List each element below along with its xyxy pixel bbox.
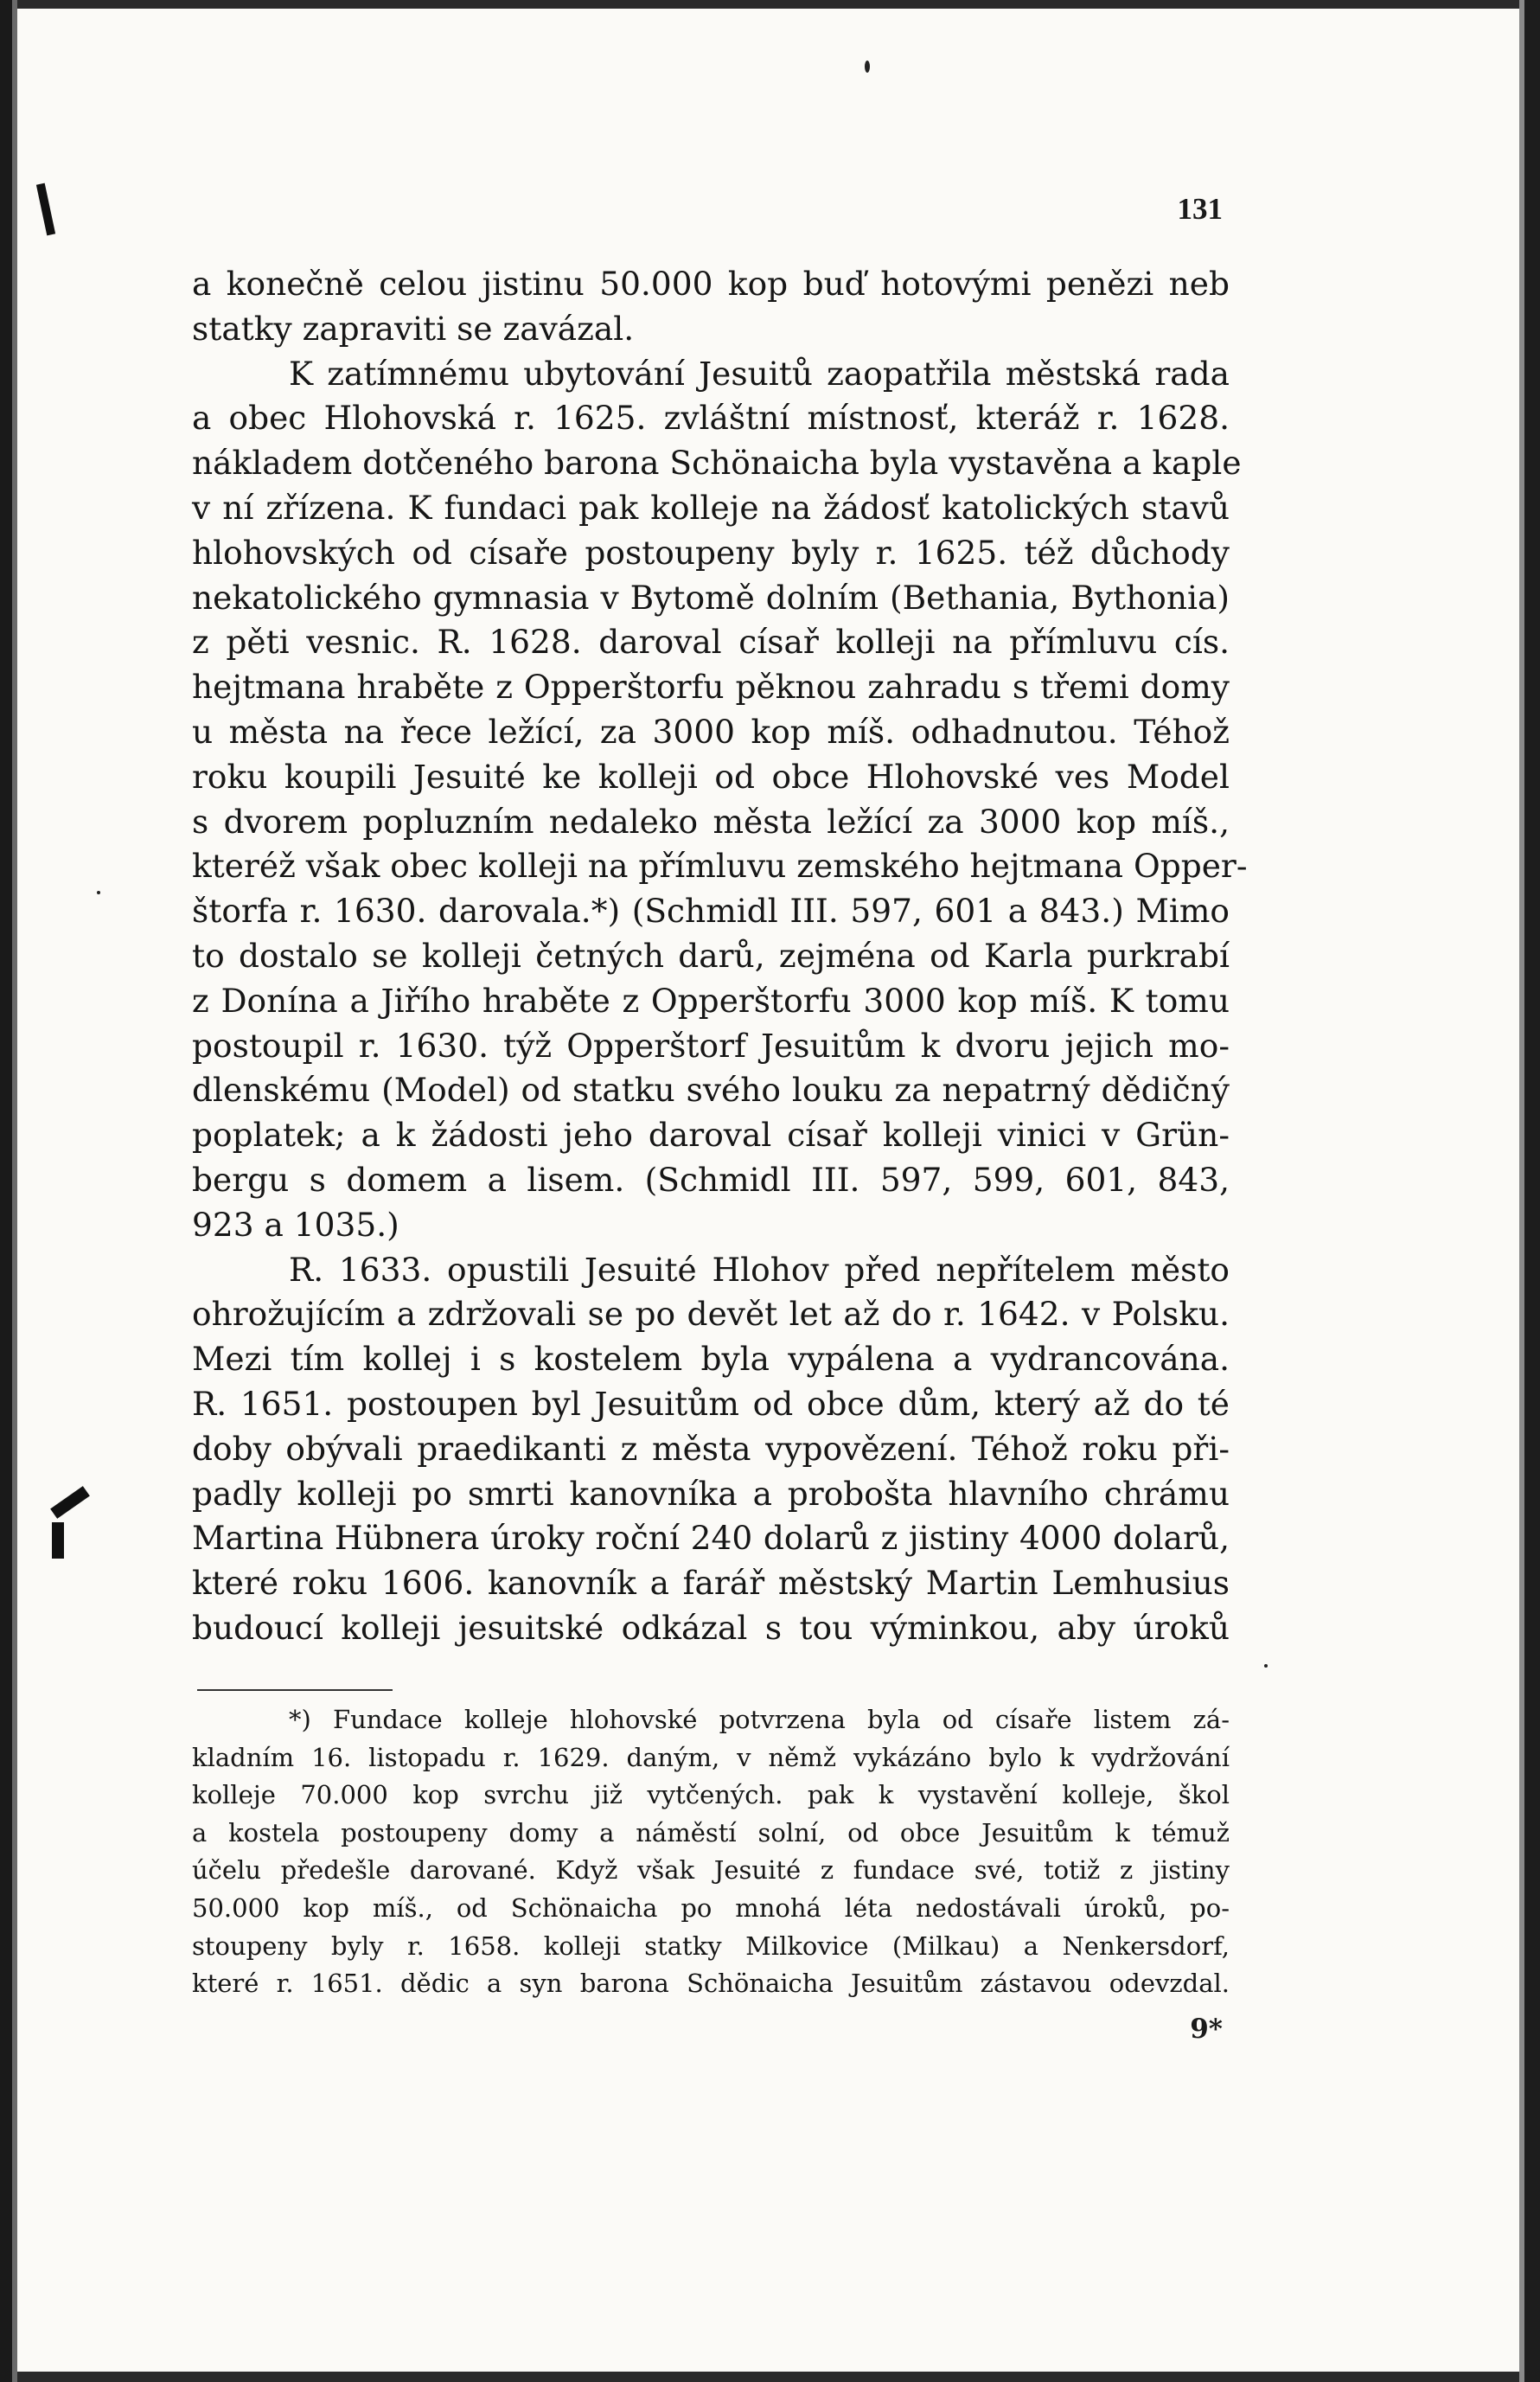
footnote	[192, 1701, 1230, 2003]
footnote-rule	[197, 1689, 393, 1691]
footnote-line: stoupeny byly r. 1658. kolleji statky Milkovice (Milkau) a Nenkersdorf,	[192, 1931, 1230, 1961]
text-line: ohrožujícím a zdržovali se po devět let až do r. 1642. v Polsku.	[192, 1295, 1230, 1334]
footnote-line: které r. 1651. dědic a syn barona Schönaicha Jesuitům zástavou odevzdal.	[192, 1969, 1230, 1999]
text-line: z Donína a Jiřího hraběte z Opperštorfu 3000 kop míš. K tomu	[192, 981, 1230, 1020]
footnote-line: *) Fundace kolleje hlohovské potvrzena byla od císaře listem zá-	[289, 1705, 1230, 1734]
footnote-line: kladním 16. listopadu r. 1629. daným, v němž vykázáno bylo k vydržování	[192, 1742, 1230, 1772]
scan-edge-left	[0, 0, 12, 2382]
text-line: statky zapraviti se zavázal.	[192, 309, 635, 348]
text-line: nekatolického gymnasia v Bytomě dolním (Bethania, Bythonia)	[192, 578, 1230, 617]
text-line: u města na řece ležící, za 3000 kop míš. odhadnutou. Téhož	[192, 712, 1230, 751]
text-line: a obec Hlohovská r. 1625. zvláštní místnosť, kteráž r. 1628.	[192, 399, 1230, 438]
text-line: Mezi tím kollej i s kostelem byla vypálena a vydrancována.	[192, 1340, 1230, 1379]
text-line: R. 1633. opustili Jesuité Hlohov před nepřítelem město	[289, 1250, 1230, 1289]
binding-mark-top	[36, 183, 55, 236]
text-line: dlenskému (Model) od statku svého louku za nepatrný dědičný	[192, 1071, 1230, 1110]
footnote-line: kolleje 70.000 kop svrchu již vytčených. pak k vystavění kolleje, škol	[192, 1780, 1230, 1810]
text-line: postoupil r. 1630. týž Opperštorf Jesuitům k dvoru jejich mo-	[192, 1026, 1230, 1065]
text-line: budoucí kolleji jesuitské odkázal s tou výminkou, aby úroků	[192, 1608, 1230, 1647]
binding-mark-middle-2	[52, 1522, 64, 1559]
scan-edge-right	[1524, 0, 1540, 2382]
footnote-line: a kostela postoupeny domy a náměstí solní, od obce Jesuitům k témuž	[192, 1817, 1230, 1847]
text-line: v ní zřízena. K fundaci pak kolleje na žádosť katolických stavů	[192, 488, 1230, 527]
text-line: R. 1651. postoupen byl Jesuitům od obce dům, který až do té	[192, 1384, 1230, 1423]
text-line: bergu s domem a lisem. (Schmidl III. 597, 599, 601, 843,	[192, 1160, 1230, 1199]
text-line: s dvorem popluzním nedaleko města ležící za 3000 kop míš.,	[192, 802, 1230, 841]
footnote-line: 50.000 kop míš., od Schönaicha po mnohá léta nedostávali úroků, po-	[192, 1892, 1230, 1923]
text-line: doby obývali praedikanti z města vypovězení. Téhož roku při-	[192, 1429, 1230, 1468]
text-line: které roku 1606. kanovník a farář městský Martin Lemhusius	[192, 1564, 1230, 1603]
dust-speck	[865, 61, 870, 73]
text-line: hejtmana hraběte z Opperštorfu pěknou zahradu s třemi domy	[192, 668, 1230, 707]
scan-edge-top	[0, 0, 1540, 9]
text-line: Martina Hübnera úroky roční 240 dolarů z jistiny 4000 dolarů,	[192, 1519, 1230, 1558]
text-line: roku koupili Jesuité ke kolleji od obce Hlohovské ves Model	[192, 757, 1230, 796]
dust-speck	[1264, 1664, 1268, 1668]
text-line: to dostalo se kolleji četných darů, zejména od Karla purkrabí	[192, 936, 1230, 975]
text-line: štorfa r. 1630. darovala.*) (Schmidl III. 597, 601 a 843.) Mimo	[192, 892, 1230, 931]
text-line: hlohovských od císaře postoupeny byly r. 1625. též důchody	[192, 533, 1230, 572]
text-line: kteréž však obec kolleji na přímluvu zemského hejtmana Opper-	[192, 847, 1248, 886]
text-line: K zatímnému ubytování Jesuitů zaopatřila městská rada	[289, 354, 1230, 393]
binding-mark-middle	[50, 1486, 90, 1519]
text-line: z pěti vesnic. R. 1628. daroval císař kolleji na přímluvu cís.	[192, 623, 1230, 662]
text-line: poplatek; a k žádosti jeho daroval císař kolleji vinici v Grün-	[192, 1116, 1230, 1155]
text-line: padly kolleji po smrti kanovníka a probošta hlavního chrámu	[192, 1474, 1230, 1513]
text-line: nákladem dotčeného barona Schönaicha byla vystavěna a kaple	[192, 444, 1242, 483]
signature-mark: 9*	[1190, 2014, 1223, 2045]
dust-speck	[97, 891, 100, 894]
body-text	[192, 262, 1248, 1651]
scan-edge-bottom	[0, 2372, 1540, 2382]
page-number: 131	[1177, 192, 1223, 226]
scan-edge-left-shadow	[12, 0, 17, 2382]
text-line: 923 a 1035.)	[192, 1205, 399, 1244]
footnote-line: účelu předešle darované. Když však Jesuité z fundace své, totiž z jistiny	[192, 1855, 1230, 1886]
text-line: a konečně celou jistinu 50.000 kop buď hotovými penězi neb	[192, 265, 1230, 303]
scan-edge-right-shadow	[1519, 0, 1524, 2382]
